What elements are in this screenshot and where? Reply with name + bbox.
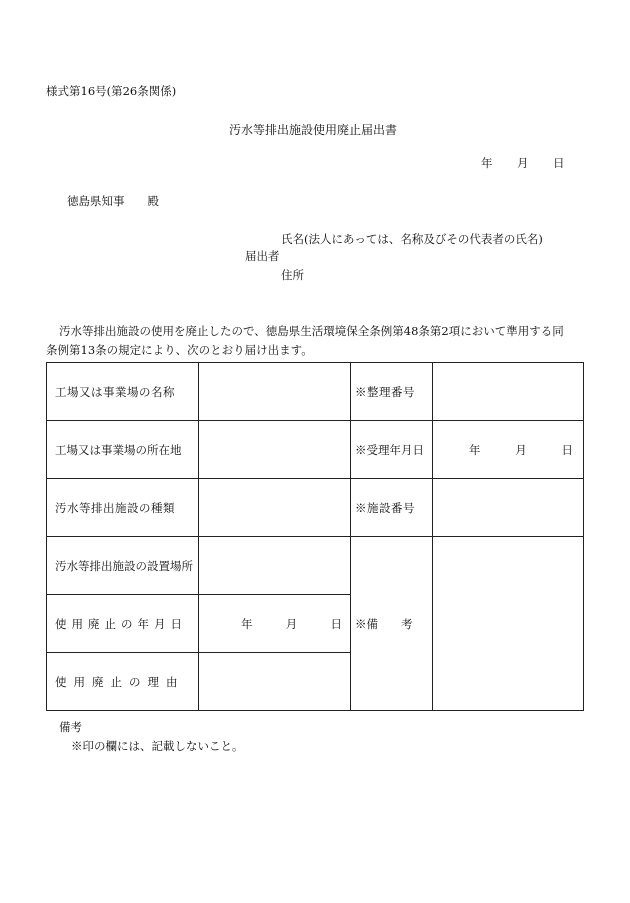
receipt-year: 年 — [469, 442, 481, 457]
table-row — [47, 363, 584, 421]
date-year: 年 — [481, 156, 493, 170]
notes-item-1: ※印の欄には、記載しないこと。 — [71, 739, 244, 753]
notifier-address-label: 住所 — [281, 268, 304, 282]
field-facility-location[interactable] — [199, 421, 351, 479]
form-number: 様式第16号(第26条関係) — [46, 84, 177, 98]
abolition-year: 年 — [241, 616, 253, 631]
label-receipt-date: ※受理年月日 — [351, 421, 433, 479]
field-installation-place[interactable] — [199, 537, 351, 595]
field-facility-name[interactable] — [199, 363, 351, 421]
receipt-day: 日 — [561, 442, 573, 457]
abolition-month: 月 — [285, 616, 298, 631]
field-abolition-date[interactable] — [199, 595, 351, 653]
label-abolition-reason: 使用廃止の理由 — [47, 653, 199, 711]
field-receipt-date[interactable] — [433, 421, 584, 479]
label-installation-place: 汚水等排出施設の設置場所 — [47, 537, 199, 595]
label-seiri-number: ※整理番号 — [351, 363, 433, 421]
table-row — [47, 421, 584, 479]
date-day: 日 — [553, 156, 565, 170]
label-facility-location: 工場又は事業場の所在地 — [47, 421, 199, 479]
label-facility-type: 汚水等排出施設の種類 — [47, 479, 199, 537]
field-facility-type[interactable] — [199, 479, 351, 537]
field-remarks[interactable] — [433, 537, 584, 711]
body-text-line-2: 条例第13条の規定により、次のとおり届け出ます。 — [46, 343, 313, 357]
form-title: 汚水等排出施設使用廃止届出書 — [229, 123, 398, 137]
body-text-line-1: 汚水等排出施設の使用を廃止したので、徳島県生活環境保全条例第48条第2項において準用する同 — [59, 324, 564, 338]
receipt-month: 月 — [515, 442, 527, 457]
field-facility-number[interactable] — [433, 479, 584, 537]
field-abolition-reason[interactable] — [199, 653, 351, 711]
notifier-name-label: 氏名(法人にあっては、名称及びその代表者の氏名) — [281, 232, 543, 246]
label-facility-number: ※施設番号 — [351, 479, 433, 537]
date-month: 月 — [517, 156, 529, 170]
label-abolition-date: 使用廃止の年月日 — [47, 595, 199, 653]
notification-table — [46, 362, 584, 711]
table-row — [47, 537, 584, 595]
label-remarks: ※備 考 — [351, 537, 433, 711]
addressee: 徳島県知事 殿 — [67, 194, 159, 208]
notifier-role-label: 届出者 — [245, 249, 280, 263]
label-facility-name: 工場又は事業場の名称 — [47, 363, 199, 421]
abolition-day: 日 — [330, 616, 342, 631]
table-row — [47, 479, 584, 537]
field-seiri-number[interactable] — [433, 363, 584, 421]
notes-heading: 備考 — [59, 720, 82, 734]
